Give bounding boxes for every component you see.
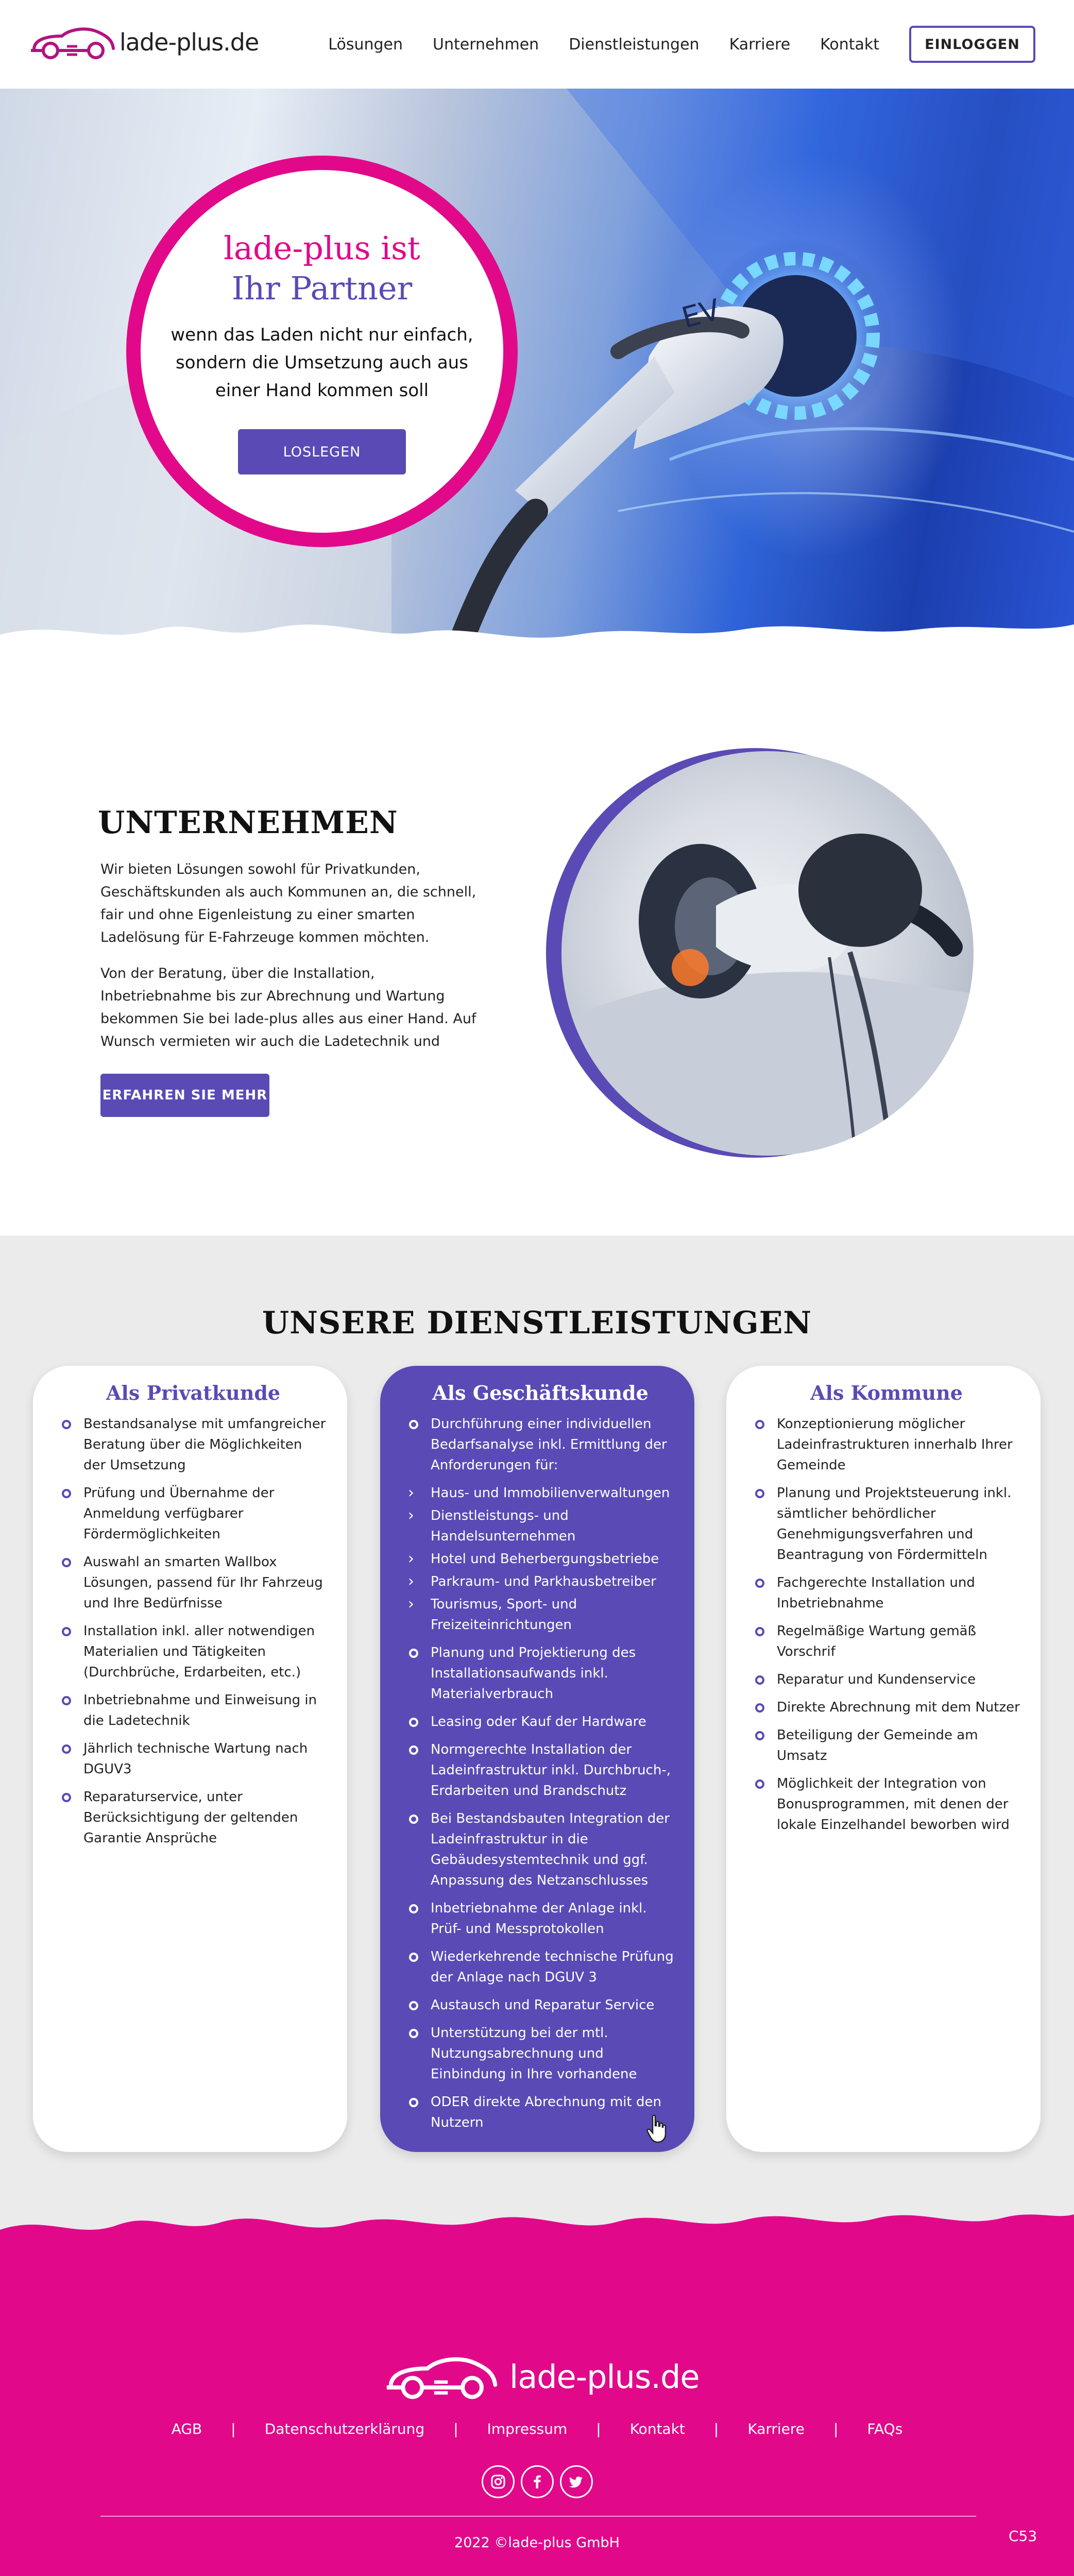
card-geschaeftskunde bbox=[380, 1366, 694, 2152]
charging-port-image bbox=[561, 751, 974, 1156]
bullet-icon bbox=[409, 1904, 418, 1913]
site-header bbox=[0, 0, 1074, 89]
chevron-right-icon: › bbox=[408, 1572, 414, 1590]
list-item: Prüfung und Übernahme der Anmeldung verfügbarer Fördermöglichkeiten bbox=[60, 1483, 327, 1545]
copyright: 2022 ©lade-plus GmbH bbox=[454, 2535, 620, 2551]
footer-logo[interactable] bbox=[379, 2351, 699, 2402]
list-item: Beteiligung der Gemeinde am Umsatz bbox=[753, 1725, 1020, 1766]
sub-list-item: › Hotel und Beherbergungsbetriebe bbox=[407, 1549, 674, 1569]
sub-list-item: › Tourismus, Sport- und Freizeiteinrichtungen bbox=[408, 1595, 577, 1633]
bullet-icon bbox=[62, 1420, 71, 1429]
bullet-icon bbox=[755, 1731, 764, 1740]
card-kommune bbox=[726, 1366, 1041, 2152]
footer-link-kontakt[interactable]: Kontakt bbox=[629, 2420, 685, 2437]
bullet-icon bbox=[62, 1696, 71, 1705]
footer-wave-divider bbox=[0, 2199, 1074, 2271]
facebook-icon[interactable] bbox=[521, 2465, 554, 2498]
hero-subtitle: wenn das Laden nicht nur einfach, sondern die Umsetzung auch aus einer Hand kommen soll bbox=[171, 325, 473, 401]
card-title-kommune: Als Kommune bbox=[810, 1381, 963, 1404]
sub-list-item: › Haus- und Immobilienverwaltungen bbox=[407, 1483, 674, 1503]
footer-link-datenschutz[interactable]: Datenschutzerklärung bbox=[264, 2420, 425, 2437]
card-privatkunde bbox=[33, 1366, 347, 2152]
charging-port-illustration bbox=[561, 751, 974, 1156]
list-item: Reparaturservice, unter Berücksichtigung der geltenden Garantie Ansprüche bbox=[60, 1787, 327, 1849]
footer-separator: | bbox=[713, 2420, 719, 2437]
card-title-privatkunde: Als Privatkunde bbox=[106, 1381, 281, 1404]
bullet-icon bbox=[409, 2098, 418, 2107]
list-item: Regelmäßige Wartung gemäß Vorschrif bbox=[753, 1621, 1020, 1662]
footer-link-impressum[interactable]: Impressum bbox=[487, 2420, 568, 2437]
privatkunde-list bbox=[60, 1414, 327, 1849]
chevron-right-icon: › bbox=[408, 1484, 414, 1502]
company-paragraph-2: Von der Beratung, über die Installation, Inbetriebnahme bis zur Abrechnung und Wartung bekommen Sie bei lade-plus alles aus einer Hand. Auf Wunsch vermieten wir auch die Ladetechnik und bbox=[100, 965, 476, 1049]
geschaeftskunde-list bbox=[407, 1414, 674, 2133]
instagram-icon[interactable] bbox=[482, 2465, 515, 2498]
bullet-icon bbox=[409, 1815, 418, 1824]
bullet-icon bbox=[755, 1579, 764, 1588]
chevron-right-icon: › bbox=[408, 1595, 414, 1613]
sub-list-item: › Parkraum- und Parkhausbetreiber bbox=[407, 1571, 674, 1592]
list-item: Installation inkl. aller notwendigen Materialien und Tätigkeiten (Durchbrüche, Erdarbeiten, etc.) bbox=[60, 1621, 327, 1683]
car-logo-icon bbox=[30, 23, 117, 62]
footer-separator: | bbox=[596, 2420, 601, 2437]
list-item: Reparatur und Kundenservice bbox=[753, 1669, 1020, 1690]
bullet-icon bbox=[62, 1489, 71, 1498]
hand-cursor-icon bbox=[646, 2114, 667, 2143]
bullet-icon bbox=[755, 1675, 764, 1685]
kommune-list bbox=[753, 1414, 1020, 1835]
list-item: Inbetriebnahme und Einweisung in die Ladetechnik bbox=[60, 1690, 327, 1731]
footer-separator: | bbox=[833, 2420, 839, 2437]
login-button[interactable]: EINLOGGEN bbox=[909, 26, 1035, 63]
loslegen-button[interactable]: LOSLEGEN bbox=[238, 429, 406, 474]
list-item: Jährlich technische Wartung nach DGUV3 bbox=[60, 1738, 327, 1780]
bullet-icon bbox=[409, 1649, 418, 1658]
bullet-icon bbox=[409, 2029, 418, 2038]
learn-more-button[interactable]: ERFAHREN SIE MEHR bbox=[100, 1074, 269, 1117]
company-section bbox=[0, 686, 1074, 1235]
footer-link-karriere[interactable]: Karriere bbox=[747, 2420, 805, 2437]
nav-item-kontakt[interactable]: Kontakt bbox=[820, 35, 879, 54]
bullet-icon bbox=[409, 2001, 418, 2010]
services-title: UNSERE DIENSTLEISTUNGEN bbox=[262, 1305, 812, 1341]
footer-links bbox=[0, 2420, 1074, 2437]
list-item: Direkte Abrechnung mit dem Nutzer bbox=[753, 1697, 1020, 1718]
logo[interactable] bbox=[30, 23, 259, 62]
list-item: Planung und Projektierung des Installationsaufwands inkl. Materialverbrauch bbox=[407, 1642, 674, 1704]
bullet-icon bbox=[755, 1420, 764, 1429]
list-item: Leasing oder Kauf der Hardware bbox=[407, 1711, 674, 1732]
list-item: Bestandsanalyse mit umfangreicher Beratung über die Möglichkeiten der Umsetzung bbox=[60, 1414, 327, 1476]
footer-divider bbox=[100, 2516, 976, 2517]
plug-label: EV bbox=[678, 293, 724, 335]
hero-section bbox=[0, 89, 1074, 686]
list-item: Normgerechte Installation der Ladeinfrastruktur inkl. Durchbruch-, Erdarbeiten und Brandschutz bbox=[407, 1739, 674, 1801]
chevron-right-icon: › bbox=[408, 1506, 414, 1524]
chevron-right-icon: › bbox=[408, 1550, 414, 1568]
card-title-geschaeftskunde: Als Geschäftskunde bbox=[432, 1381, 649, 1404]
bullet-icon bbox=[62, 1627, 71, 1636]
company-paragraph-1: Wir bieten Lösungen sowohl für Privatkunden, Geschäftskunden als auch Kommunen an, die schnell, fair und ohne Eigenleistung zu einer smarten Ladelösung für E-Fahrzeuge kommen möchten. bbox=[100, 861, 476, 945]
services-section bbox=[0, 1235, 1074, 2235]
sub-list-item: › Dienstleistungs- und Handelsunternehmen bbox=[408, 1506, 576, 1544]
list-item: Auswahl an smarten Wallbox Lösungen, passend für Ihr Fahrzeug und Ihre Bedürfnisse bbox=[60, 1552, 327, 1614]
bullet-icon bbox=[755, 1489, 764, 1498]
bullet-icon bbox=[409, 1420, 418, 1429]
main-nav bbox=[328, 26, 1035, 63]
list-item: Inbetriebnahme der Anlage inkl. Prüf- und Messprotokollen bbox=[407, 1898, 674, 1939]
footer-separator: | bbox=[453, 2420, 458, 2437]
nav-item-unternehmen[interactable]: Unternehmen bbox=[433, 35, 539, 54]
bullet-icon bbox=[62, 1558, 71, 1567]
car-logo-icon bbox=[379, 2351, 507, 2402]
hero-circle bbox=[126, 156, 518, 547]
company-text bbox=[100, 858, 482, 1066]
list-item: Durchführung einer individuellen Bedarfsanalyse inkl. Ermittlung der Anforderungen für: bbox=[407, 1414, 674, 1476]
bullet-icon bbox=[62, 1793, 71, 1802]
bullet-icon bbox=[409, 1745, 418, 1755]
footer-logo-text: lade-plus.de bbox=[509, 2358, 700, 2396]
list-item: Bei Bestandsbauten Integration der Ladeinfrastruktur in die Gebäudesystemtechnik und ggf. Anpassung des Netzanschlusses bbox=[407, 1808, 674, 1891]
list-item: Möglichkeit der Integration von Bonusprogrammen, mit denen der lokale Einzelhandel beworben wird bbox=[753, 1773, 1020, 1835]
footer-link-agb[interactable]: AGB bbox=[171, 2420, 202, 2437]
footer-code: C53 bbox=[1009, 2528, 1037, 2545]
nav-item-karriere[interactable]: Karriere bbox=[729, 35, 791, 54]
list-item: Unterstützung bei der mtl. Nutzungsabrechnung und Einbindung in Ihre vorhandene bbox=[407, 2023, 674, 2084]
twitter-icon[interactable] bbox=[560, 2465, 593, 2498]
footer-separator: | bbox=[231, 2420, 236, 2437]
list-item: Konzeptionierung möglicher Ladeinfrastrukturen innerhalb Ihrer Gemeinde bbox=[753, 1414, 1020, 1476]
bullet-icon bbox=[755, 1627, 764, 1636]
hero-title-line1: lade-plus ist bbox=[224, 229, 420, 267]
list-item: Planung und Projektsteuerung inkl. sämtlicher behördlicher Genehmigungsverfahren und Beantragung von Fördermitteln bbox=[753, 1483, 1020, 1565]
bullet-icon bbox=[409, 1718, 418, 1727]
bullet-icon bbox=[62, 1744, 71, 1754]
social-links bbox=[0, 2465, 1074, 2498]
list-item: Austausch und Reparatur Service bbox=[407, 1995, 674, 2015]
company-title: UNTERNEHMEN bbox=[98, 805, 398, 841]
nav-item-loesungen[interactable]: Lösungen bbox=[328, 35, 403, 54]
bullet-icon bbox=[755, 1780, 764, 1789]
company-image-frame bbox=[546, 748, 976, 1158]
site-footer bbox=[0, 2235, 1074, 2576]
list-item: Fachgerechte Installation und Inbetriebnahme bbox=[753, 1572, 1020, 1614]
bullet-icon bbox=[409, 1953, 418, 1962]
bullet-icon bbox=[755, 1703, 764, 1713]
nav-item-dienstleistungen[interactable]: Dienstleistungen bbox=[569, 35, 700, 54]
hero-title-line2: Ihr Partner bbox=[231, 269, 413, 307]
list-item: ODER direkte Abrechnung mit den Nutzern bbox=[407, 2092, 674, 2133]
list-item: Wiederkehrende technische Prüfung der Anlage nach DGUV 3 bbox=[407, 1946, 674, 1988]
logo-text: lade-plus.de bbox=[120, 28, 259, 56]
footer-link-faqs[interactable]: FAQs bbox=[867, 2420, 903, 2437]
